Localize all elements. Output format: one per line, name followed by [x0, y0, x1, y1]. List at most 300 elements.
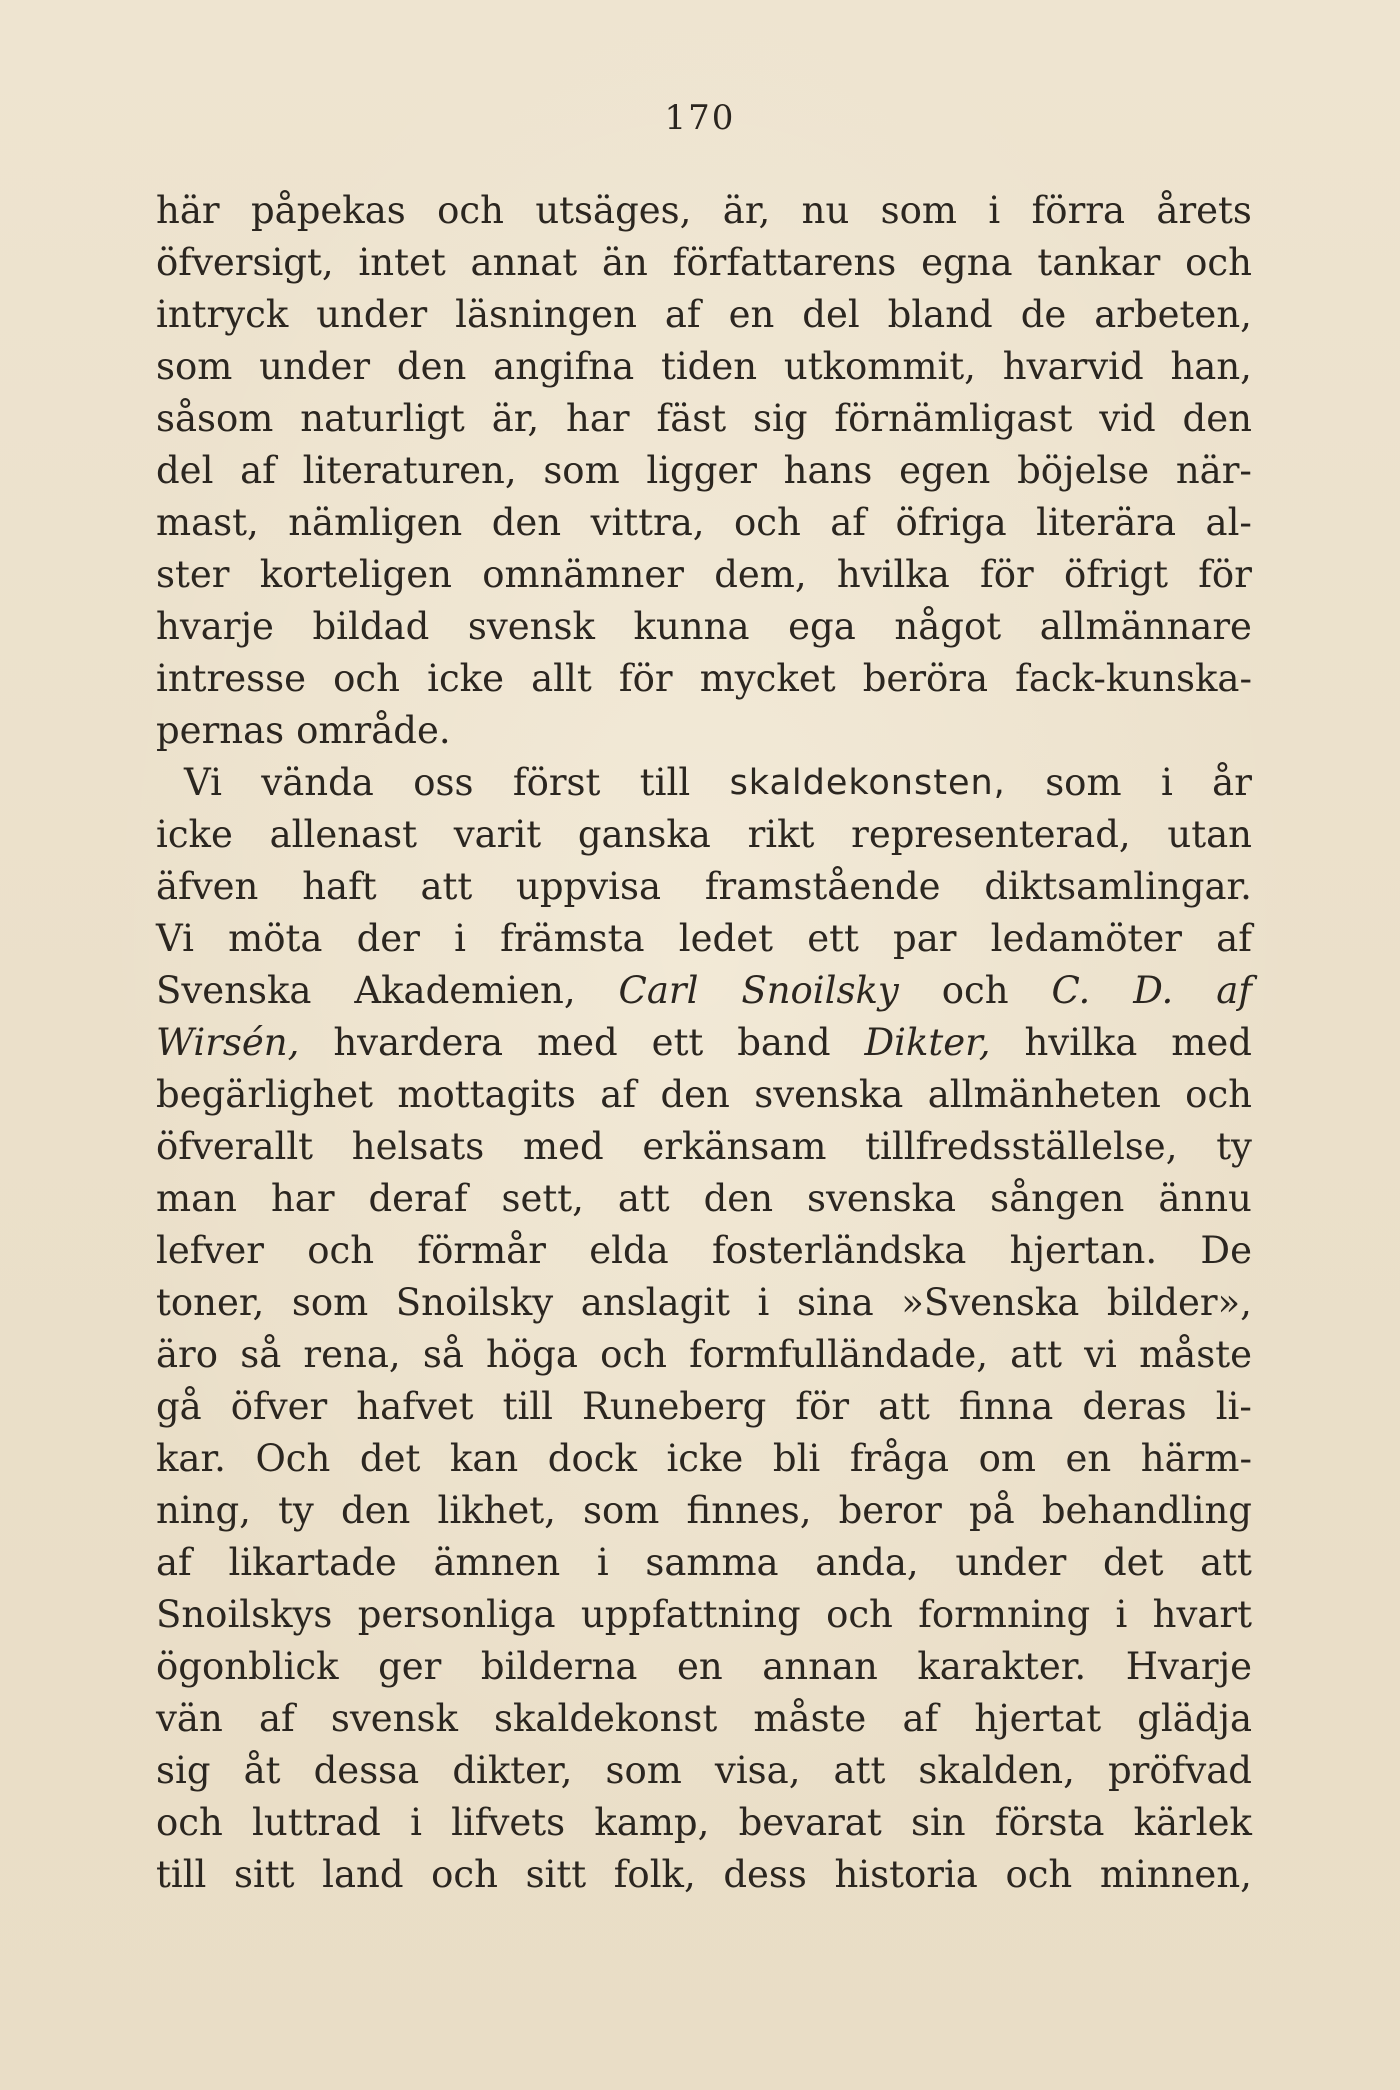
word: vittra,	[590, 501, 705, 544]
word: anslagit	[580, 1281, 730, 1324]
word: och	[941, 969, 1009, 1012]
word: äro	[156, 1333, 219, 1376]
word: hvardera	[333, 1021, 504, 1064]
word: och	[1185, 1073, 1252, 1116]
word: kamp,	[594, 1801, 710, 1844]
word: annan	[762, 1645, 878, 1688]
word: såsom	[156, 397, 274, 440]
word: af	[258, 1697, 295, 1740]
word: ganska	[577, 813, 711, 856]
text-line	[156, 497, 1252, 549]
word: af	[830, 501, 867, 544]
word: vända	[261, 761, 374, 804]
text-line	[156, 653, 1252, 705]
text-line	[156, 913, 1252, 965]
word: som	[543, 449, 620, 492]
word: är,	[722, 189, 771, 232]
word: sett,	[501, 1177, 584, 1220]
word: svensk	[467, 605, 595, 648]
word: De	[1200, 1229, 1252, 1272]
word: böjelse	[1017, 449, 1150, 492]
word: Svenska	[156, 969, 312, 1012]
word: att	[420, 865, 473, 908]
word: pernas	[156, 709, 285, 752]
word: elda	[589, 1229, 669, 1272]
word: intryck	[156, 293, 289, 336]
word: ledamöter	[990, 917, 1182, 960]
text-line	[156, 1381, 1252, 1433]
word: ning,	[156, 1489, 251, 1532]
word: ögonblick	[156, 1645, 339, 1688]
word: kärlek	[1133, 1801, 1252, 1844]
word: skalden,	[918, 1749, 1075, 1792]
word: att	[1010, 1333, 1062, 1376]
word: kar.	[156, 1437, 226, 1480]
text-line	[156, 1225, 1252, 1277]
word: der	[356, 917, 420, 960]
word: samma	[645, 1541, 779, 1584]
word: haft	[302, 865, 377, 908]
word: om	[978, 1437, 1036, 1480]
word: hjertat	[974, 1697, 1102, 1740]
word: med	[537, 1021, 618, 1064]
word: gå	[156, 1385, 202, 1428]
word: öfriga	[895, 501, 1007, 544]
text-line	[156, 1433, 1252, 1485]
word: som	[880, 189, 958, 232]
word: Snoilsky	[395, 1281, 554, 1324]
word: af	[600, 1073, 637, 1116]
text-line	[156, 1173, 1252, 1225]
text-line	[156, 1537, 1252, 1589]
word: höga	[486, 1333, 578, 1376]
word: formfulländade,	[689, 1333, 988, 1376]
word: och	[333, 657, 400, 700]
word: fråga	[849, 1437, 949, 1480]
word: i	[410, 1801, 422, 1844]
word: dess	[723, 1853, 807, 1896]
word: en	[1065, 1437, 1112, 1480]
word: att	[1200, 1541, 1252, 1584]
word: tillfredsställelse,	[865, 1125, 1178, 1168]
word: till	[639, 761, 691, 804]
word: utkommit,	[783, 345, 976, 388]
word: Carl	[618, 969, 699, 1012]
word: icke	[427, 657, 504, 700]
word: hvart	[1152, 1593, 1252, 1636]
word: med	[523, 1125, 604, 1168]
word: ega	[788, 605, 856, 648]
word: uppvisa	[516, 865, 662, 908]
word: område.	[296, 709, 451, 752]
word: intresse	[156, 657, 306, 700]
word: och	[826, 1593, 893, 1636]
word: literära	[1036, 501, 1177, 544]
word: annat	[470, 241, 578, 284]
word: åt	[243, 1749, 281, 1792]
word: hvarje	[156, 605, 274, 648]
word: något	[894, 605, 1002, 648]
word: hvilka	[1024, 1021, 1138, 1064]
word: första	[994, 1801, 1105, 1844]
word: förra	[1031, 189, 1126, 232]
text-line	[156, 1849, 1252, 1901]
word: den	[660, 1073, 730, 1116]
word: egna	[921, 241, 1013, 284]
word: man	[156, 1177, 237, 1220]
word: äfven	[156, 865, 259, 908]
word: tankar	[1037, 241, 1161, 284]
word: i	[454, 917, 466, 960]
word: utsäges,	[535, 189, 692, 232]
word: förnämligast	[834, 397, 1073, 440]
word: för	[618, 657, 673, 700]
word: beröra	[862, 657, 989, 700]
text-line	[156, 861, 1252, 913]
word: visa,	[714, 1749, 801, 1792]
word: Vi	[156, 917, 194, 960]
text-line	[156, 1589, 1252, 1641]
text-line	[156, 809, 1252, 861]
word: deras	[1082, 1385, 1187, 1428]
word: förmår	[417, 1229, 546, 1272]
word: nu	[801, 189, 850, 232]
word: att	[833, 1749, 886, 1792]
word: Hvarje	[1125, 1645, 1252, 1688]
word: pröfvad	[1107, 1749, 1252, 1792]
text-line	[156, 1329, 1252, 1381]
word: på	[968, 1489, 1015, 1532]
word: Snoilskys	[156, 1593, 333, 1636]
word: erkänsam	[642, 1125, 827, 1168]
word: af	[156, 1541, 192, 1584]
word: för	[980, 553, 1034, 596]
word: till	[502, 1385, 553, 1428]
word: naturligt	[300, 397, 465, 440]
word: af	[240, 449, 276, 492]
word: han,	[1170, 345, 1252, 388]
word: »Svenska	[901, 1281, 1080, 1324]
word: bilder»,	[1106, 1281, 1252, 1324]
word: det	[359, 1437, 421, 1480]
word: del	[156, 449, 214, 492]
word: för	[795, 1385, 850, 1428]
word: vi	[1084, 1333, 1117, 1376]
word: diktsamlingar.	[984, 865, 1252, 908]
word: icke	[156, 813, 233, 856]
word: bland	[887, 293, 993, 336]
word: för	[1198, 553, 1252, 596]
word: det	[1102, 1541, 1164, 1584]
word: mottagits	[397, 1073, 576, 1116]
word: korteligen	[259, 553, 452, 596]
word: har	[566, 397, 630, 440]
word: och	[733, 501, 801, 544]
word: fack-kunska-	[1015, 657, 1252, 700]
word: nämligen	[288, 501, 463, 544]
word: af	[664, 293, 701, 336]
word: som	[1045, 761, 1122, 804]
word: sina	[796, 1281, 874, 1324]
text-line	[156, 549, 1252, 601]
word: sången	[990, 1177, 1125, 1220]
word: den	[703, 1177, 774, 1220]
word: främsta	[500, 917, 645, 960]
word: bli	[772, 1437, 821, 1480]
word: till	[156, 1853, 207, 1896]
word: dessa	[313, 1749, 420, 1792]
word: måste	[753, 1697, 867, 1740]
word: den	[491, 501, 562, 544]
text-line	[156, 1745, 1252, 1797]
word: Akademien,	[354, 969, 576, 1012]
word: Snoilsky	[741, 969, 899, 1012]
word: årets	[1156, 189, 1252, 232]
word: ligger	[646, 449, 757, 492]
word: hjertan.	[1009, 1229, 1158, 1272]
word: med	[1171, 1021, 1252, 1064]
word: och	[1185, 241, 1252, 284]
word: uppfattning	[580, 1593, 801, 1636]
word: att	[617, 1177, 670, 1220]
word: vid	[1099, 397, 1156, 440]
word: af	[902, 1697, 939, 1740]
word: minnen,	[1099, 1853, 1252, 1896]
word: luttrad	[252, 1801, 381, 1844]
text-line	[156, 1693, 1252, 1745]
word: så	[240, 1333, 282, 1376]
word: en	[676, 1645, 723, 1688]
word: läsningen	[455, 293, 637, 336]
word: par	[893, 917, 957, 960]
word: som	[583, 1489, 660, 1532]
word: kunna	[633, 605, 750, 648]
text-line	[156, 965, 1252, 1017]
text-line	[156, 705, 1252, 757]
word: bilderna	[480, 1645, 638, 1688]
word: den	[1182, 397, 1252, 440]
text-line	[156, 601, 1252, 653]
word: när-	[1175, 449, 1252, 492]
word: oss	[413, 761, 474, 804]
word: och	[437, 189, 504, 232]
word: anda,	[815, 1541, 919, 1584]
word: egen	[899, 449, 991, 492]
word: år	[1212, 761, 1252, 804]
word: lifvets	[451, 1801, 566, 1844]
word: D.	[1133, 969, 1174, 1012]
word: li-	[1215, 1385, 1252, 1428]
word: skaldekonst	[494, 1697, 718, 1740]
word: finnes,	[686, 1489, 812, 1532]
word: behandling	[1041, 1489, 1252, 1532]
word: öfver	[230, 1385, 328, 1428]
word: tiden	[660, 345, 758, 388]
word: att	[878, 1385, 930, 1428]
word: skaldekonsten,	[729, 763, 1006, 803]
text-line	[156, 1069, 1252, 1121]
text-line	[156, 393, 1252, 445]
text-line	[156, 185, 1252, 237]
text-line	[156, 1641, 1252, 1693]
word: Och	[255, 1437, 331, 1480]
word: ämnen	[433, 1541, 561, 1584]
word: härm-	[1140, 1437, 1252, 1480]
text-line	[156, 1121, 1252, 1173]
word: som	[291, 1281, 369, 1324]
word: angifna	[493, 345, 635, 388]
word: och	[156, 1801, 223, 1844]
word: Vi	[184, 761, 222, 804]
word: så	[422, 1333, 464, 1376]
word: svensk	[330, 1697, 458, 1740]
word: fäst	[656, 397, 727, 440]
body-text	[156, 185, 1252, 1901]
word: dock	[547, 1437, 637, 1480]
word: C.	[1051, 969, 1091, 1012]
word: arbeten,	[1094, 293, 1252, 336]
word: af	[1216, 969, 1252, 1012]
word: författarens	[672, 241, 897, 284]
word: al-	[1205, 501, 1252, 544]
word: öfrigt	[1063, 553, 1168, 596]
word: och	[600, 1333, 667, 1376]
word: Wirsén,	[156, 1021, 300, 1064]
word: personliga	[357, 1593, 556, 1636]
word: i	[1115, 1593, 1128, 1636]
word: omnämner	[482, 553, 684, 596]
word: först	[512, 761, 601, 804]
word: i	[757, 1281, 770, 1324]
word: som	[605, 1749, 682, 1792]
word: ty	[1216, 1125, 1252, 1168]
word: land	[322, 1853, 404, 1896]
word: bevarat	[738, 1801, 882, 1844]
word: af	[1216, 917, 1252, 960]
word: den	[396, 345, 467, 388]
word: öfverallt	[156, 1125, 314, 1168]
word: likhet,	[437, 1489, 556, 1532]
word: sig	[156, 1749, 211, 1792]
word: Dikter,	[864, 1021, 991, 1064]
text-line	[156, 445, 1252, 497]
word: fosterländska	[712, 1229, 967, 1272]
word: rena,	[303, 1333, 401, 1376]
word: icke	[666, 1437, 744, 1480]
text-line	[156, 1017, 1252, 1069]
word: glädja	[1137, 1697, 1252, 1740]
word: ett	[651, 1021, 704, 1064]
word: påpekas	[250, 189, 406, 232]
word: allt	[531, 657, 592, 700]
word: finna	[958, 1385, 1054, 1428]
word: allmännare	[1039, 605, 1252, 648]
word: här	[156, 189, 220, 232]
word: och	[431, 1853, 498, 1896]
word: sitt	[525, 1853, 587, 1896]
word: framstående	[704, 865, 941, 908]
word: Runeberg	[581, 1385, 767, 1428]
word: möta	[228, 917, 323, 960]
word: dem,	[714, 553, 807, 596]
word: mast,	[156, 501, 259, 544]
text-line	[156, 341, 1252, 393]
word: varit	[453, 813, 542, 856]
word: historia	[834, 1853, 978, 1896]
text-line	[156, 289, 1252, 341]
word: allmänheten	[927, 1073, 1161, 1116]
word: band	[737, 1021, 831, 1064]
word: som	[156, 345, 233, 388]
word: begärlighet	[156, 1073, 373, 1116]
word: kan	[449, 1437, 519, 1480]
word: hvarvid	[1002, 345, 1144, 388]
text-line	[156, 1485, 1252, 1537]
word: en	[728, 293, 775, 336]
word: i	[1160, 761, 1173, 804]
text-line	[156, 1277, 1252, 1329]
word: vän	[156, 1697, 223, 1740]
word: i	[596, 1541, 609, 1584]
word: ännu	[1158, 1177, 1252, 1220]
word: är,	[491, 397, 540, 440]
word: bildad	[312, 605, 430, 648]
word: folk,	[613, 1853, 696, 1896]
word: under	[259, 345, 371, 388]
word: dikter,	[452, 1749, 573, 1792]
word: sin	[910, 1801, 966, 1844]
page-number: 170	[664, 98, 736, 138]
word: den	[340, 1489, 411, 1532]
word: svenska	[754, 1073, 904, 1116]
word: har	[270, 1177, 335, 1220]
text-line	[156, 1797, 1252, 1849]
word: literaturen,	[302, 449, 517, 492]
word: hvilka	[836, 553, 950, 596]
word: ett	[807, 917, 859, 960]
word: beror	[838, 1489, 942, 1532]
word: likartade	[228, 1541, 397, 1584]
word: formning	[918, 1593, 1091, 1636]
text-line	[156, 757, 1252, 809]
word: de	[1020, 293, 1067, 336]
word: ledet	[678, 917, 773, 960]
word: hans	[783, 449, 873, 492]
word: allenast	[269, 813, 417, 856]
word: rikt	[747, 813, 815, 856]
word: deraf	[368, 1177, 468, 1220]
word: måste	[1139, 1333, 1252, 1376]
word: toner,	[156, 1281, 265, 1324]
word: helsats	[351, 1125, 485, 1168]
word: i	[988, 189, 1001, 232]
word: sig	[753, 397, 808, 440]
word: hafvet	[356, 1385, 474, 1428]
word: under	[955, 1541, 1067, 1584]
word: karakter.	[917, 1645, 1087, 1688]
word: och	[307, 1229, 375, 1272]
word: lefver	[156, 1229, 264, 1272]
word: öfversigt,	[156, 241, 334, 284]
word: ger	[378, 1645, 442, 1688]
word: mycket	[699, 657, 836, 700]
word: än	[601, 241, 648, 284]
word: under	[316, 293, 428, 336]
word: utan	[1167, 813, 1252, 856]
word: del	[802, 293, 860, 336]
word: representerad,	[851, 813, 1131, 856]
word: ty	[278, 1489, 314, 1532]
